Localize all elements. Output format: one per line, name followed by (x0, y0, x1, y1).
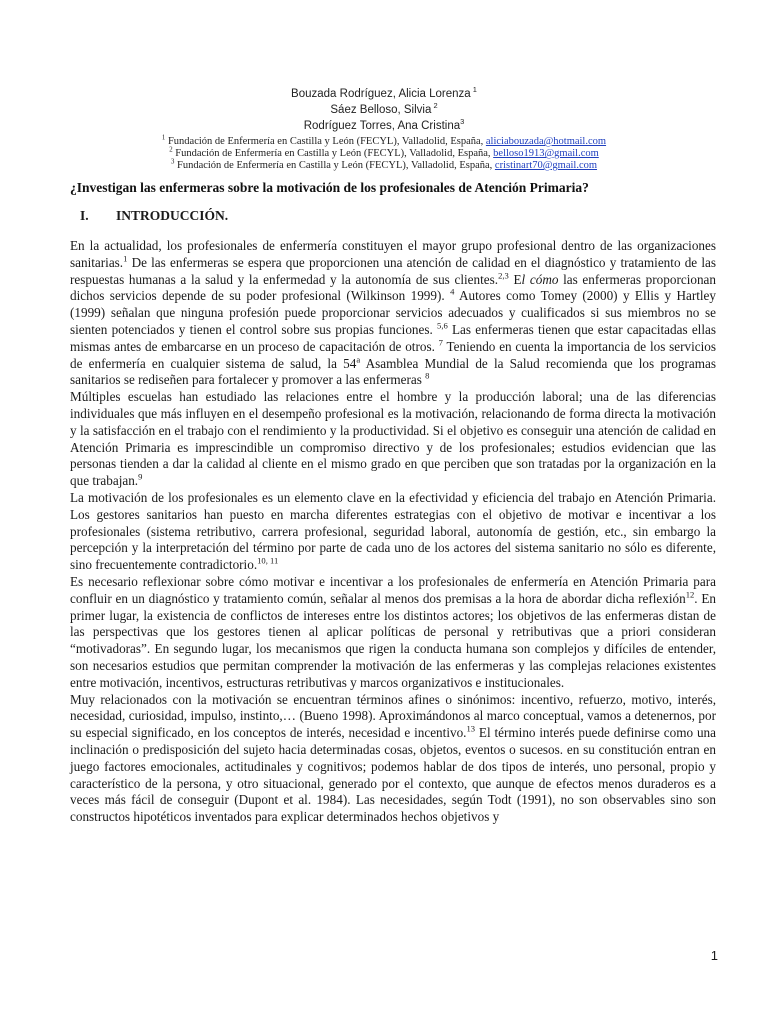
paragraph-5 (70, 692, 716, 826)
email-link-2[interactable]: belloso1913@gmail.com (493, 148, 599, 159)
author-block (0, 86, 768, 134)
text-run: De las enfermeras se espera que proporcionen una atención de calidad en el diagnóstico y tratamiento de las respuestas humanas a la salud y la enfermedad y la autonomía de sus clientes. (70, 254, 716, 287)
italic-text: l cómo (521, 271, 559, 287)
text-run: las enfermeras proporcionan dichos servicios depende de su poder profesional (Wilkinson 1999). (70, 271, 716, 304)
footnote-ref: 5,6 (437, 320, 448, 331)
text-run: El término interés puede definirse como una inclinación o predisposición del sujeto hacia determinadas cosas, objetos, eventos o sucesos. en su constitución entran en juego factores emocionales, actitudinales y cognitivos; podemos hablar de dos tipos de interés, uno personal, propio y característico de la persona, y otro situacional, generado por el contexto, que aunque de efectos menos duraderos es a veces más fácil de conseguir (Dupont et al. 1984). Las necesidades, según Todt (1991), no son observables sino son constructos hipotéticos inventados para explicar determinados hechos objetivos y (70, 725, 716, 825)
footnote-ref: 8 (425, 370, 430, 381)
footnote-ref: 10, 11 (257, 555, 279, 566)
footnote-ref: 9 (138, 471, 143, 482)
email-link-1[interactable]: aliciabouzada@hotmail.com (485, 136, 607, 147)
text-run: Teniendo en cuenta la importancia de los servicios de enfermería en cualquier sistema de salud, la 54 (70, 338, 716, 371)
footnote-ref: 2,3 (498, 270, 509, 281)
section-title: INTRODUCCIÓN. (116, 208, 229, 223)
author-1: Bouzada Rodríguez, Alicia Lorenza $^1$ (291, 85, 477, 100)
footnote-ref: 7 (438, 337, 443, 348)
footnote-ref: 4 (450, 287, 455, 297)
author-2: Sáez Belloso, Silvia $^2$ (330, 101, 438, 116)
body-text (70, 238, 716, 826)
author-3: Rodríguez Torres, Ana Cristina$^3$ (303, 117, 465, 132)
footnote-ref: 13 (466, 723, 476, 734)
paper-title: ¿Investigan las enfermeras sobre la motivación de los profesionales de Atención Primaria? (70, 180, 589, 195)
page-number: 1 (710, 948, 718, 963)
footnote-ref: 12 (685, 589, 695, 600)
affiliation-2: $^2$ Fundación de Enfermería en Castilla y León (FECYL), Valladolid, España, belloso1913@gmail.com (169, 146, 599, 159)
text-run: Las enfermeras tienen que estar capacitadas ellas mismas antes de embarcarse en un proceso de capacitación de otros. (70, 321, 716, 354)
text-run: Muy relacionados con la motivación se encuentran términos afines o sinónimos: incentivo, refuerzo, motivo, interés, necesidad, curiosidad, impulso, instinto,… (Bueno 1998). Aproximándonos al marco conceptual, vamos a detenernos, por su especial significado, en los conceptos de interés, necesidad e incentivo. (70, 691, 716, 741)
affiliations-block (0, 136, 768, 172)
paragraph-2 (70, 389, 716, 490)
text-run: En la actualidad, los profesionales de enfermería constituyen el mayor grupo profesional dentro de las organizaciones sanitarias. (70, 238, 716, 270)
paragraph-3 (70, 490, 716, 574)
affiliation-1: $^1$ Fundación de Enfermería en Castilla y León (FECYL), Valladolid, España, aliciabouzada@hotmail.com (161, 134, 607, 147)
paragraph-4 (70, 574, 716, 692)
text-run: Múltiples escuelas han estudiado las relaciones entre el hombre y la producción laboral; una de las diferencias individuales que más influyen en el desempeño profesional es la motivación, relacionando de forma directa la motivación y la satisfacción en el trabajo con el rendimiento y la productividad. Si el objetivo es conseguir una atención de calidad en Atención Primaria es imprescindible un compromiso directivo y de los profesionales; estudios evidencian que las personas tienden a dar la calidad al cliente en el mismo grado en que perciben que son tratadas por la organización en la que trabajan. (70, 389, 716, 489)
text-run: Asamblea Mundial de la Salud recomienda que los programas sanitarios se rediseñen para fortalecer y promover a las enfermeras (70, 355, 716, 388)
section-number: I. (80, 208, 89, 223)
text-run: Es necesario reflexionar sobre cómo motivar e incentivar a los profesionales de enfermería en Atención Primaria para confluir en un diagnóstico y tratamiento común, señalar al menos dos premisas a la hora de abordar dicha reflexión (70, 573, 716, 606)
text-run: La motivación de los profesionales es un elemento clave en la efectividad y eficiencia del trabajo en Atención Primaria. Los gestores sanitarios han puesto en marcha diferentes estrategias con el objetivo de motivar e incentivar a los profesionales (sistema retributivo, carrera profesional, seguridad laboral, autonomía de gestión, etc., sin embargo la percepción y la interpretación del término por parte de cada uno de los actores del sistema sanitario no sólo es diferente, sino frecuentemente contradictorio. (70, 489, 716, 573)
footnote-ref: a (356, 354, 361, 365)
paragraph-1 (70, 238, 716, 389)
text-run: E (508, 271, 522, 287)
section-heading (80, 208, 228, 224)
text-run: Autores como Tomey (2000) y Ellis y Hartley (1999) señalan que ninguna profesión puede proporcionar servicios adecuados y cualificados si sus miembros no se sienten potenciados y tienen el control sobre sus propias funciones. (70, 288, 717, 337)
text-run: . En primer lugar, la existencia de conflictos de intereses entre los distintos actores; los objetivos de las enfermeras distan de las perspectivas que los gestores tienen al aplicar políticas de personal y retributivas que a priori consideran “motivadoras”. En segundo lugar, los mecanismos que rigen la conducta humana son complejos y difíciles de entender, son necesarios estudios que permitan comprender la motivación de las enfermeras y las complejas relaciones existentes entre motivación, incentivos, estructuras retributivas y marcos organizativos e institucionales. (70, 590, 716, 690)
footnote-ref: 1 (123, 253, 128, 264)
affiliation-3: $^3$ Fundación de Enfermería en Castilla y León (FECYL), Valladolid, España, cristinart70@gmail.com (170, 158, 598, 171)
email-link-3[interactable]: cristinart70@gmail.com (494, 160, 598, 171)
